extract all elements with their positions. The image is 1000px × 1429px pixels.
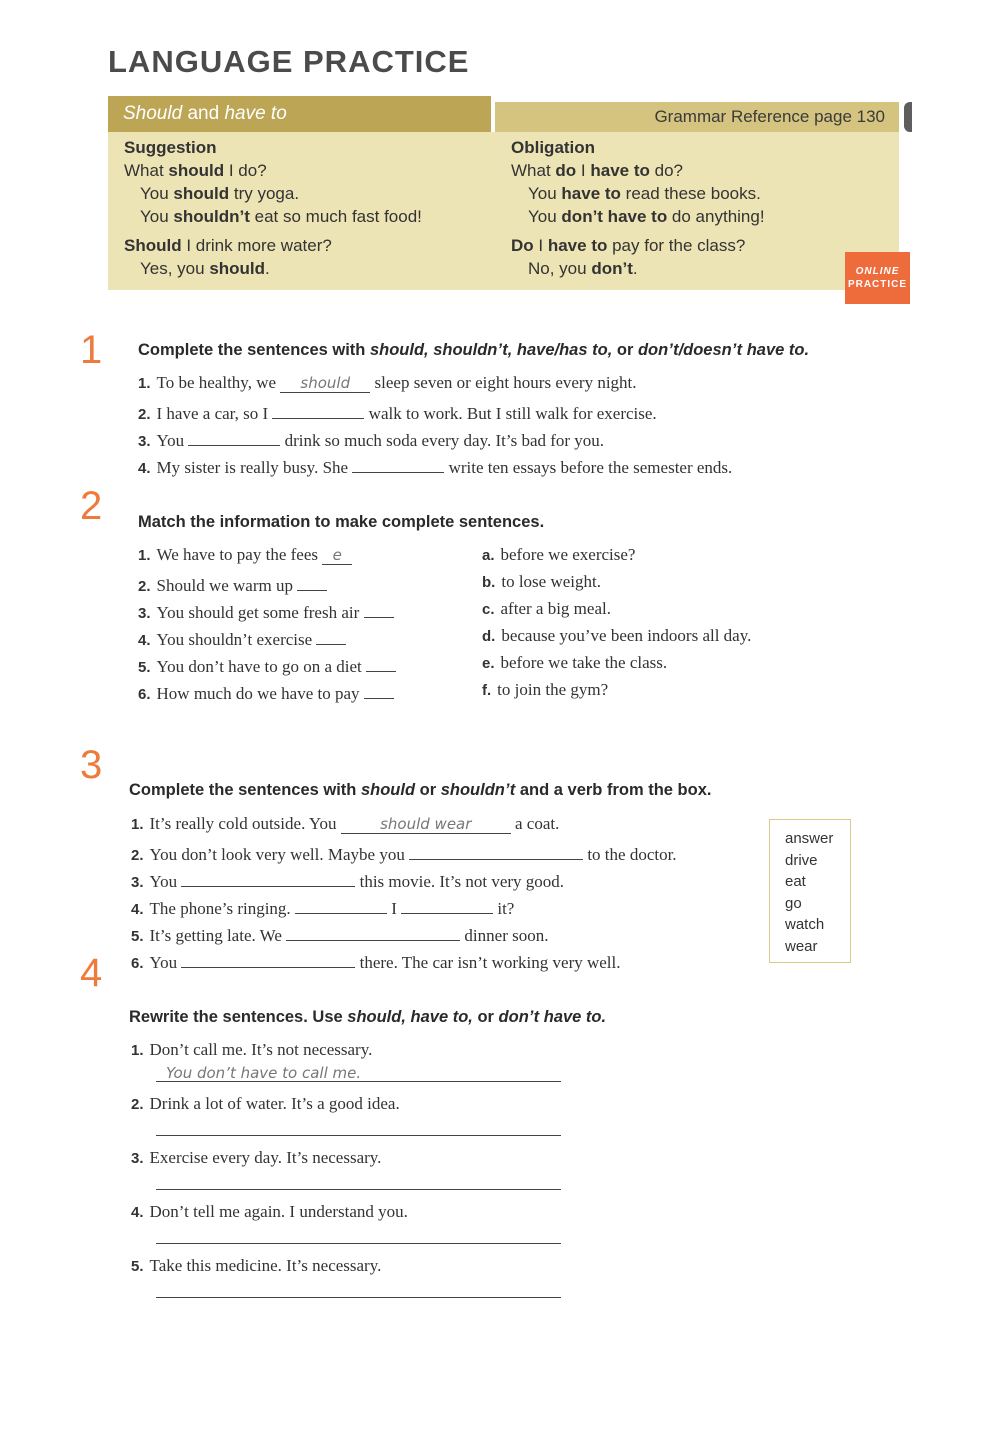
exercise1-item: 2. I have a car, so I walk to work. But I still walk for exercise. [138,400,657,424]
exercise4-prompt: 4. Don’t tell me again. I understand you. [131,1202,408,1221]
answer-blank[interactable] [364,680,394,699]
answer-blank[interactable] [352,454,444,473]
answer-blank[interactable] [272,400,364,419]
word-box-item: answer [785,830,834,847]
match-right-item: e. before we take the class. [482,653,668,672]
exercise-instruction: Complete the sentences with should, shouldn’t, have/has to, or don’t/doesn’t have to. [138,341,810,359]
suggestion-line: You shouldn’t eat so much fast food! [140,207,422,226]
word-box-item: drive [785,851,818,869]
word-box-item: go [785,894,802,912]
exercise1-item: 4. My sister is really busy. She write ten essays before the semester ends. [138,454,732,478]
exercise-instruction: Complete the sentences with should or shouldn’t and a verb from the box. [129,781,712,799]
word-box-item: wear [785,937,818,955]
word-box-item: watch [785,916,825,933]
answer-blank[interactable]: e [322,546,352,565]
page-tab-edge [904,102,912,132]
match-left-item: 1. We have to pay the fees e [138,545,352,565]
exercise3-item: 4. The phone’s ringing. I it? [131,895,514,919]
suggestion-line: What should I do? [124,161,267,180]
exercise1-item: 1. To be healthy, we should sleep seven or eight hours every night. [138,373,637,392]
word-box-item: eat [785,873,806,890]
match-left-item: 6. How much do we have to pay [138,680,394,704]
exercise4-prompt: 1. Don’t call me. It’s not necessary. [131,1040,373,1059]
answer-blank[interactable] [401,895,493,914]
exercise4-prompt: 3. Exercise every day. It’s necessary. [131,1148,382,1167]
answer-blank[interactable] [297,572,327,591]
suggestion-line: Should I drink more water? [124,236,332,255]
match-right-item: c. after a big meal. [482,599,611,618]
exercise3-item: 2. You don’t look very well. Maybe you to the doctor. [131,841,677,865]
answer-blank[interactable]: should [280,374,370,393]
match-left-item: 3. You should get some fresh air [138,599,394,623]
page-title: LANGUAGE PRACTICE [108,44,470,79]
obligation-line: No, you don’t. [528,259,638,278]
answer-blank[interactable] [188,427,280,446]
answer-blank[interactable] [364,599,394,618]
exercise3-item: 6. You there. The car isn’t working very well. [131,949,621,973]
exercise3-item: 5. It’s getting late. We dinner soon. [131,922,548,946]
exercise-number: 4 [80,951,103,995]
match-right-item: d. because you’ve been indoors all day. [482,626,752,645]
answer-blank[interactable]: should wear [341,815,511,834]
exercise-instruction: Match the information to make complete sentences. [138,513,545,531]
exercise-number: 1 [80,328,103,372]
exercise-number: 3 [80,743,103,787]
answer-line[interactable] [156,1113,561,1136]
exercise-number: 2 [80,484,103,528]
match-right-item: a. before we exercise? [482,545,636,564]
match-right-item: f. to join the gym? [482,680,609,699]
answer-blank[interactable] [409,841,583,860]
obligation-line: You have to read these books. [528,184,761,203]
match-right-item: b. to lose weight. [482,572,601,591]
suggestion-heading: Suggestion [124,138,217,157]
online-practice-badge[interactable]: ONLINE PRACTICE [845,252,910,304]
suggestion-line: You should try yoga. [140,184,300,203]
match-left-item: 4. You shouldn’t exercise [138,626,346,650]
answer-line[interactable]: You don’t have to call me. [156,1060,561,1082]
exercise-instruction: Rewrite the sentences. Use should, have to, or don’t have to. [129,1008,607,1026]
match-left-item: 2. Should we warm up [138,572,327,596]
obligation-heading: Obligation [511,138,596,157]
answer-line[interactable] [156,1221,561,1244]
exercise3-item: 1. It’s really cold outside. You should wear a coat. [131,814,560,833]
exercise1-item: 3. You drink so much soda every day. It’s bad for you. [138,427,604,451]
grammar-header: Should and have to [108,96,491,132]
obligation-line: What do I have to do? [511,161,683,180]
suggestion-line: Yes, you should. [140,259,270,278]
answer-blank[interactable] [366,653,396,672]
exercise3-item: 3. You this movie. It’s not very good. [131,868,564,892]
answer-blank[interactable] [295,895,387,914]
obligation-line: You don’t have to do anything! [528,207,765,226]
exercise4-prompt: 5. Take this medicine. It’s necessary. [131,1256,382,1275]
exercise4-prompt: 2. Drink a lot of water. It’s a good idea. [131,1094,400,1113]
answer-line[interactable] [156,1275,561,1298]
answer-blank[interactable] [181,949,355,968]
answer-line[interactable] [156,1167,561,1190]
grammar-reference-link[interactable]: Grammar Reference page 130 [495,102,899,132]
match-left-item: 5. You don’t have to go on a diet [138,653,396,677]
verb-word-box [769,819,851,963]
answer-blank[interactable] [286,922,460,941]
obligation-line: Do I have to pay for the class? [511,236,746,255]
answer-blank[interactable] [316,626,346,645]
answer-blank[interactable] [181,868,355,887]
